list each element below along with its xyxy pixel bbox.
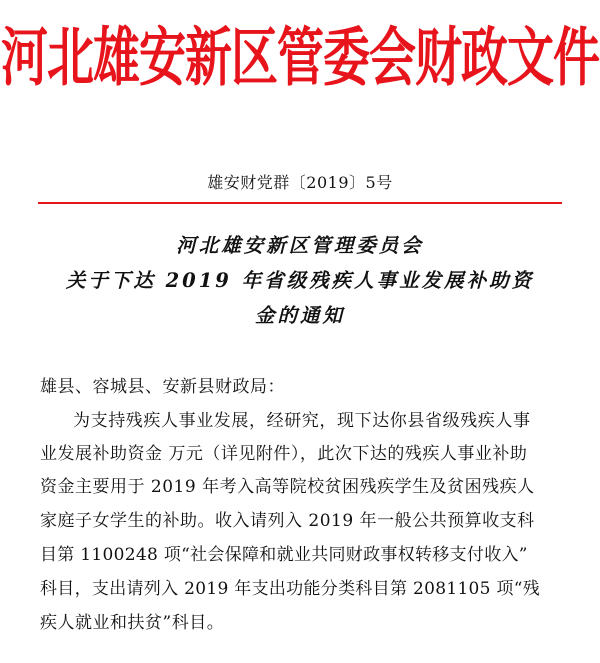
body-text-line-6: 科目，支出请列入 2019 年支出功能分类科目第 2081105 项“残 bbox=[40, 579, 541, 599]
recipient-line: 雄县、容城县、安新县财政局： bbox=[40, 377, 285, 397]
body-text-line-3: 资金主要用于 2019 年考入高等院校贫困残疾学生及贫困残疾人 bbox=[40, 477, 535, 497]
body-text-line-4: 家庭子女学生的补助。收入请列入 2019 年一般公共预算收支科 bbox=[40, 511, 535, 531]
body-text-line-5: 目第 1100248 项“社会保障和就业共同财政事权转移支付收入” bbox=[40, 545, 528, 565]
body-text-line-2: 业发展补助资金 万元（详见附件），此次下达的残疾人事业补助 bbox=[40, 444, 528, 464]
masthead-title: 河北雄安新区管委会财政文件 bbox=[1, 21, 599, 96]
document-title-line-1: 河北雄安新区管理委员会 bbox=[176, 234, 424, 257]
document-number: 雄安财党群〔2019〕5号 bbox=[207, 173, 393, 192]
document-title-line-3: 金的通知 bbox=[254, 304, 345, 327]
body-text-line-7: 疾人就业和扶贫”科目。 bbox=[40, 613, 225, 633]
red-divider-line bbox=[38, 202, 562, 204]
body-text-line-1: 为支持残疾人事业发展，经研究，现下达你县省级残疾人事 bbox=[73, 411, 531, 431]
document-title-line-2: 关于下达 2019 年省级残疾人事业发展补助资 bbox=[65, 269, 535, 292]
